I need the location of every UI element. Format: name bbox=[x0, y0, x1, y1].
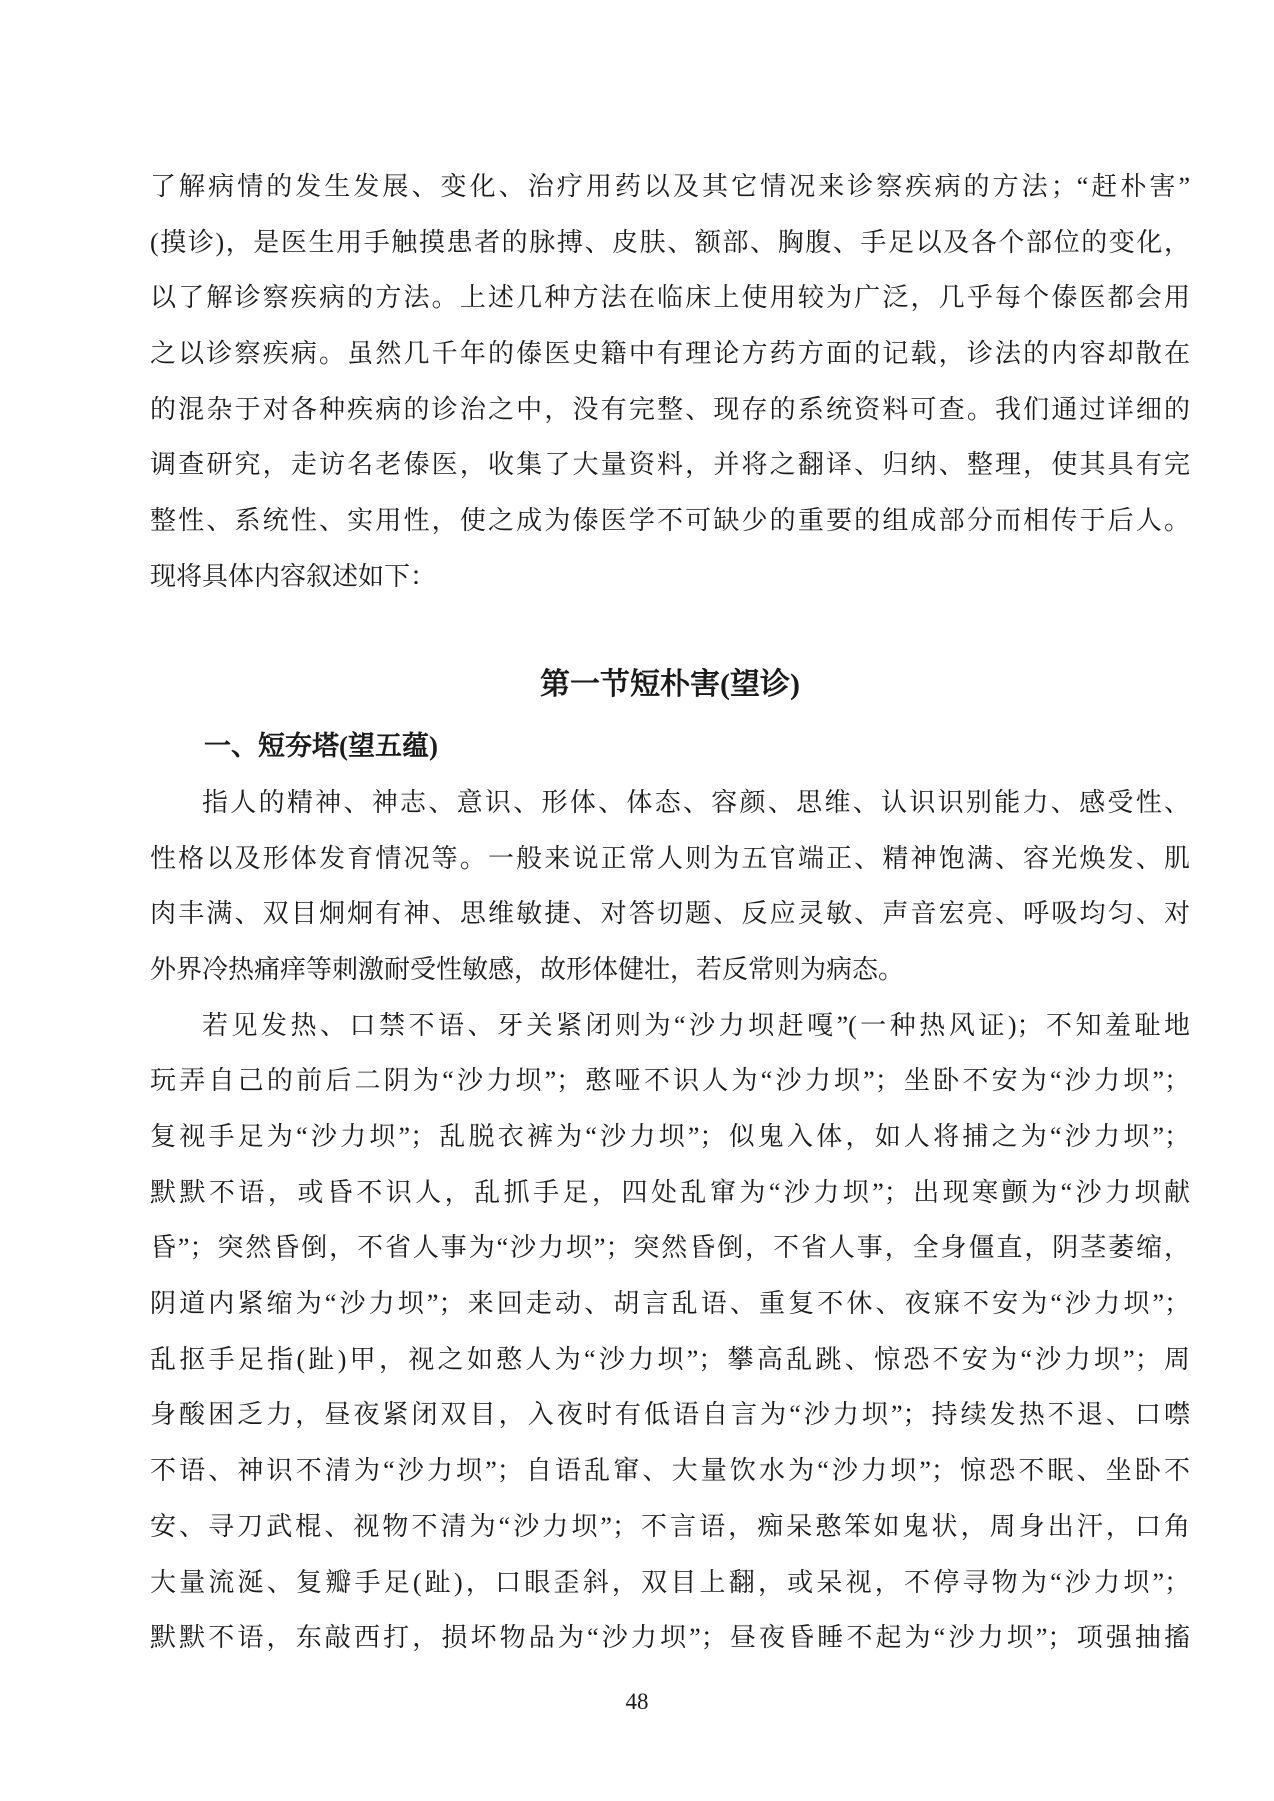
section-heading: 第一节短朴害(望诊) bbox=[540, 667, 800, 701]
text-line: 指人的精神、神志、意识、形体、体态、容颜、思维、认识识别能力、感受性、 bbox=[202, 787, 1190, 817]
text-line: 乱抠手足指(趾)甲，视之如憨人为“沙力坝”；攀高乱跳、惊恐不安为“沙力坝”；周 bbox=[150, 1344, 1190, 1374]
shaliba-paragraph bbox=[150, 998, 1190, 1666]
text-line: 默默不语，或昏不识人，乱抓手足，四处乱窜为“沙力坝”；出现寒颤为“沙力坝献 bbox=[150, 1177, 1190, 1207]
intro-paragraph bbox=[150, 159, 1190, 605]
subsection-heading: 一、短夯塔(望五蕴) bbox=[204, 731, 438, 762]
text-line: 以了解诊察疾病的方法。上述几种方法在临床上使用较为广泛，几乎每个傣医都会用 bbox=[150, 283, 1190, 313]
text-line: 外界冷热痛痒等刺激耐受性敏感，故形体健壮，若反常则为病态。 bbox=[150, 954, 905, 984]
text-line: 阴道内紧缩为“沙力坝”；来回走动、胡言乱语、重复不休、夜寐不安为“沙力坝”； bbox=[150, 1289, 1190, 1319]
text-line: 了解病情的发生发展、变化、治疗用药以及其它情况来诊察疾病的方法；“赶朴害” bbox=[150, 172, 1190, 201]
text-line: 玩弄自己的前后二阴为“沙力坝”；憨哑不识人为“沙力坝”；坐卧不安为“沙力坝”； bbox=[150, 1066, 1190, 1096]
text-line: 若见发热、口禁不语、牙关紧闭则为“沙力坝赶嘎”(一种热风证)；不知羞耻地 bbox=[202, 1010, 1190, 1040]
text-line: 昏”；突然昏倒，不省人事为“沙力坝”；突然昏倒，不省人事，全身僵直，阴茎萎缩， bbox=[150, 1233, 1190, 1263]
text-line: 调查研究，走访名老傣医，收集了大量资料，并将之翻译、归纳、整理，使其具有完 bbox=[150, 450, 1190, 480]
text-line: 身酸困乏力，昼夜紧闭双目，入夜时有低语自言为“沙力坝”；持续发热不退、口噤 bbox=[150, 1400, 1190, 1430]
text-line: 不语、神识不清为“沙力坝”；自语乱窜、大量饮水为“沙力坝”；惊恐不眠、坐卧不 bbox=[150, 1456, 1190, 1486]
page-number: 48 bbox=[625, 1689, 649, 1714]
text-line: 大量流涎、复瓣手足(趾)，口眼歪斜，双目上翻，或呆视，不停寻物为“沙力坝”； bbox=[150, 1567, 1190, 1597]
text-line: 安、寻刀武棍、视物不清为“沙力坝”；不言语，痴呆憨笨如鬼状，周身出汗，口角 bbox=[150, 1511, 1190, 1541]
text-line: 肉丰满、双目炯炯有神、思维敏捷、对答切题、反应灵敏、声音宏亮、呼吸均匀、对 bbox=[150, 899, 1190, 929]
text-line: 性格以及形体发育情况等。一般来说正常人则为五官端正、精神饱满、容光焕发、肌 bbox=[150, 843, 1190, 873]
text-line: 默默不语，东敲西打，损坏物品为“沙力坝”；昼夜昏睡不起为“沙力坝”；项强抽搐 bbox=[150, 1623, 1190, 1653]
text-line: 整性、系统性、实用性，使之成为傣医学不可缺少的重要的组成部分而相传于后人。 bbox=[150, 506, 1190, 536]
text-line: 之以诊察疾病。虽然几千年的傣医史籍中有理论方药方面的记载，诊法的内容却散在 bbox=[150, 339, 1190, 369]
page-content bbox=[150, 159, 1190, 1666]
text-line: 现将具体内容叙述如下： bbox=[150, 561, 437, 591]
text-line: 的混杂于对各种疾病的诊治之中，没有完整、现存的系统资料可查。我们通过详细的 bbox=[150, 394, 1190, 424]
text-line: 复视手足为“沙力坝”；乱脱衣裤为“沙力坝”；似鬼入体，如人将捕之为“沙力坝”； bbox=[150, 1122, 1190, 1152]
wang-wuyun-paragraph bbox=[150, 775, 1190, 998]
text-line: (摸诊)，是医生用手触摸患者的脉搏、皮肤、额部、胸腹、手足以及各个部位的变化， bbox=[150, 227, 1190, 257]
